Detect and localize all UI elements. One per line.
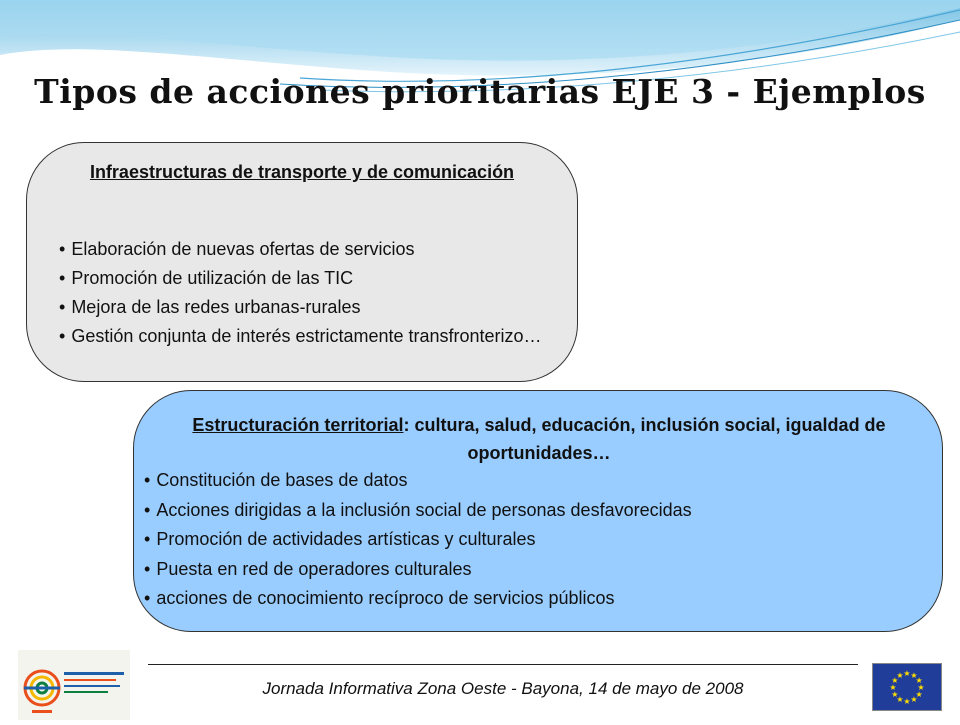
footer-divider: [148, 664, 858, 665]
territorial-structuring-box: [133, 390, 943, 632]
eu-star-icon: ★: [903, 697, 911, 706]
eu-star-icon: ★: [910, 695, 918, 705]
list-item: • Promoción de utilización de las TIC: [59, 268, 354, 288]
list-item: • acciones de conocimiento recíproco de servicios públicos: [144, 588, 615, 608]
territorial-heading-rest: : cultura, salud, educación, inclusión social, igualdad de oportunidades…: [403, 415, 886, 463]
eu-star-icon: ★: [891, 690, 899, 699]
list-item: • Mejora de las redes urbanas-rurales: [59, 297, 361, 317]
list-item: • Gestión conjunta de interés estrictamente transfronterizo…: [59, 326, 542, 346]
list-item: • Elaboración de nuevas ofertas de servicios: [59, 239, 415, 259]
eu-star-icon: ★: [910, 670, 918, 680]
eu-star-icon: ★: [915, 690, 923, 699]
eu-star-icon: ★: [896, 695, 904, 705]
transport-list: [59, 235, 559, 351]
list-item: • Constitución de bases de datos: [144, 470, 408, 490]
territorial-heading-underlined: Estructuración territorial: [192, 415, 404, 435]
list-item: • Acciones dirigidas a la inclusión social de personas desfavorecidas: [144, 499, 692, 520]
eu-star-icon: ★: [917, 683, 925, 692]
list-item: • Promoción de actividades artísticas y culturales: [144, 529, 536, 549]
eu-star-icon: ★: [903, 669, 911, 678]
territorial-heading: [144, 411, 934, 467]
eu-star-icon: ★: [896, 670, 904, 680]
eu-star-icon: ★: [891, 676, 899, 685]
transport-heading: Infraestructuras de transporte y de comunicación: [89, 162, 515, 182]
list-item: • Puesta en red de operadores culturales: [144, 558, 472, 579]
eu-flag-icon: [872, 663, 942, 711]
poctefa-logo: [18, 650, 130, 720]
eu-star-icon: ★: [889, 683, 897, 692]
page-title: Tipos de acciones prioritarias EJE 3 - Ejemplos: [34, 72, 926, 111]
footer-caption: Jornada Informativa Zona Oeste - Bayona, 14 de mayo de 2008: [262, 679, 744, 698]
eu-star-icon: ★: [915, 676, 923, 685]
territorial-list: [144, 466, 934, 614]
transport-communication-box: [26, 142, 578, 382]
